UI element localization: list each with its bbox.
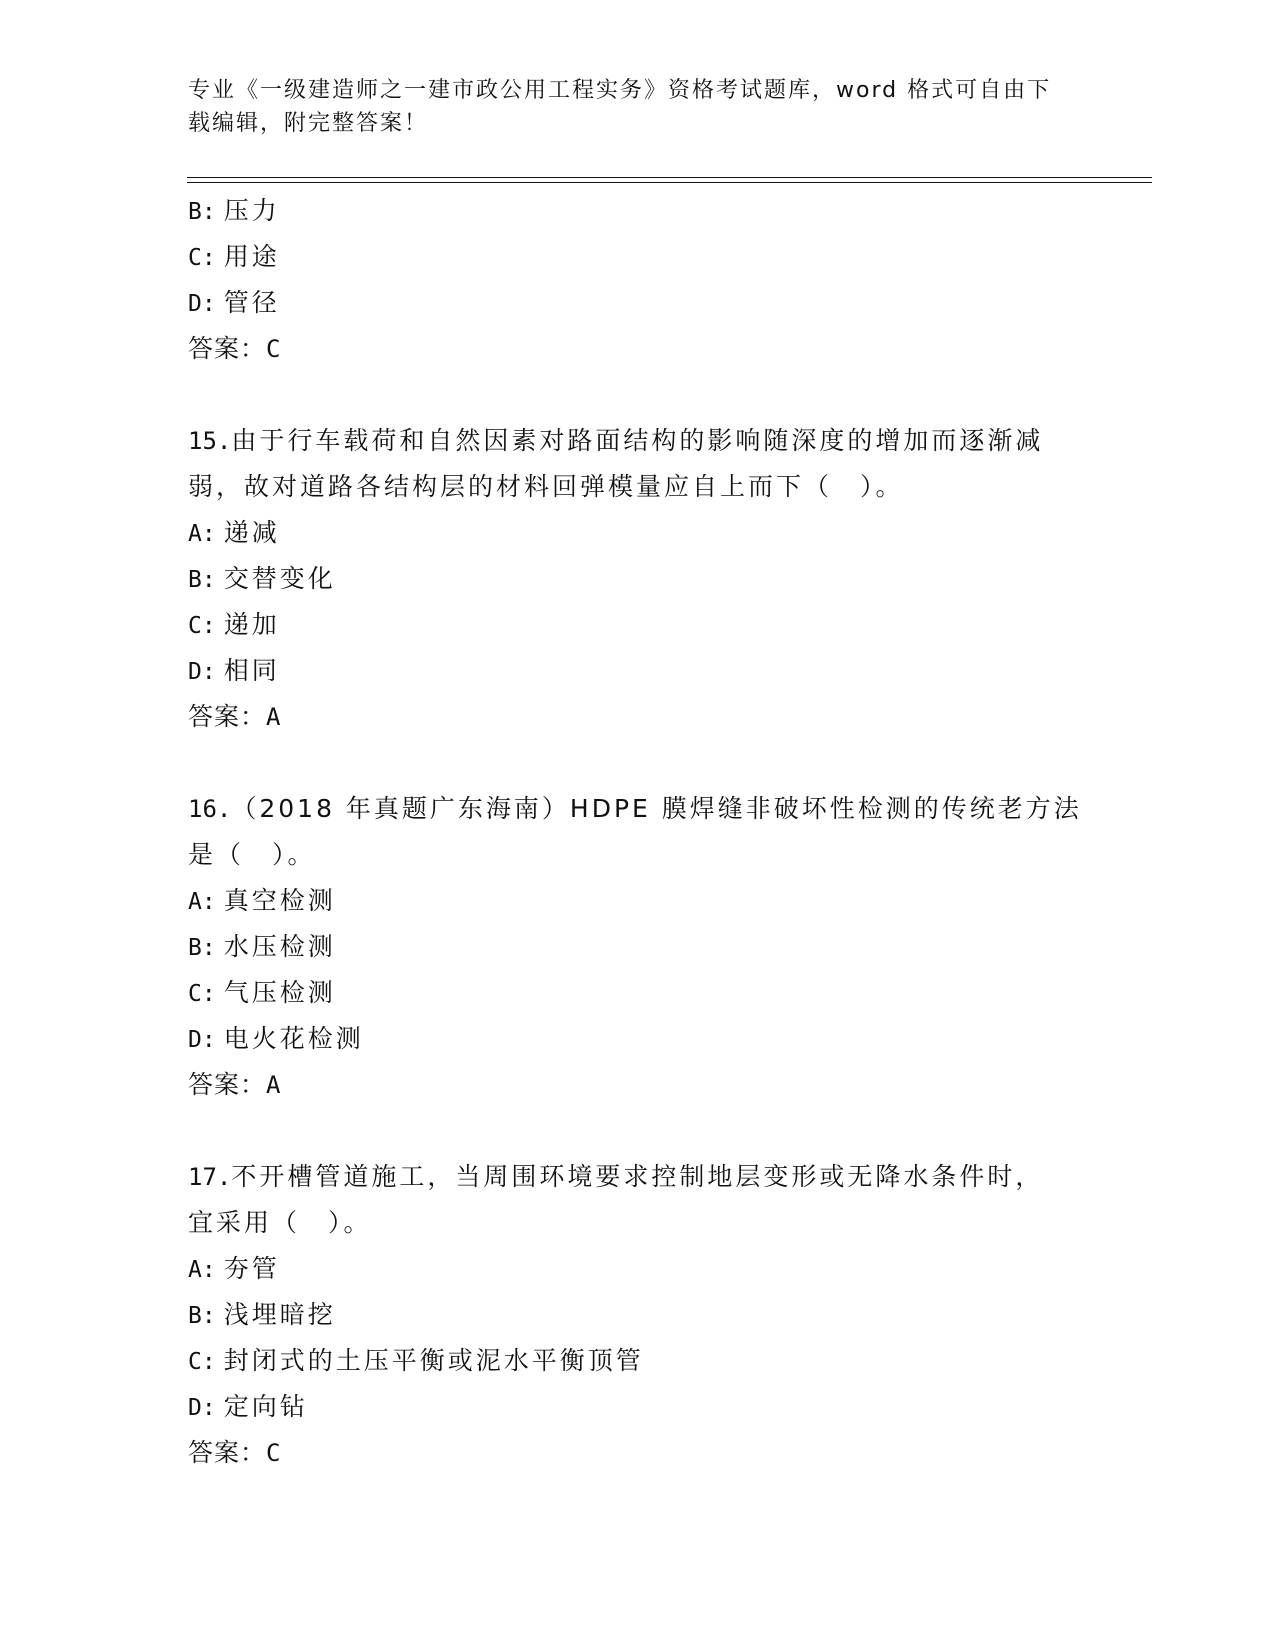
question-stem-line-1: 16.（2018 年真题广东海南）HDPE 膜焊缝非破坏性检测的传统老方法 — [188, 794, 1082, 823]
header-divider-top — [187, 177, 1152, 178]
answer-line: 答案：A — [188, 1070, 282, 1099]
question-15 — [188, 418, 1088, 740]
answer-line: 答案：C — [188, 334, 282, 363]
option-d: D: 电火花检测 — [188, 1024, 364, 1053]
option-b: B: 浅埋暗挖 — [188, 1300, 336, 1329]
question-16 — [188, 786, 1088, 1108]
option-d: D: 管径 — [188, 288, 280, 317]
option-d: D: 定向钻 — [188, 1392, 308, 1421]
question-stem-line-2: 是（ ）。 — [188, 840, 316, 869]
answer-value: A — [266, 703, 282, 731]
option-c: C: 用途 — [188, 242, 280, 271]
question-14-tail — [188, 188, 1088, 372]
answer-line: 答案：A — [188, 702, 282, 731]
question-number: 15. — [188, 427, 232, 455]
answer-value: C — [266, 1439, 282, 1467]
question-17 — [188, 1154, 1088, 1476]
option-a: A: 真空检测 — [188, 886, 336, 915]
answer-line: 答案：C — [188, 1438, 282, 1467]
option-d: D: 相同 — [188, 656, 280, 685]
option-c: C: 气压检测 — [188, 978, 336, 1007]
question-list — [188, 188, 1088, 1476]
question-stem-line-2: 宜采用（ ）。 — [188, 1208, 372, 1237]
option-b: B: 水压检测 — [188, 932, 336, 961]
question-number: 17. — [188, 1163, 232, 1191]
question-stem-line-1: 17.不开槽管道施工，当周围环境要求控制地层变形或无降水条件时， — [188, 1162, 1044, 1191]
question-stem-line-1: 15.由于行车载荷和自然因素对路面结构的影响随深度的增加而逐渐减 — [188, 426, 1044, 455]
option-a: A: 递减 — [188, 518, 280, 547]
answer-value: A — [266, 1071, 282, 1099]
option-b: B: 压力 — [188, 196, 280, 225]
option-c: C: 封闭式的土压平衡或泥水平衡顶管 — [188, 1346, 644, 1375]
header-divider-bottom — [187, 182, 1152, 183]
document-header — [188, 74, 1088, 140]
question-stem-line-2: 弱，故对道路各结构层的材料回弹模量应自上而下（ ）。 — [188, 472, 904, 501]
option-c: C: 递加 — [188, 610, 280, 639]
answer-value: C — [266, 335, 282, 363]
header-line-2: 载编辑，附完整答案！ — [188, 111, 429, 136]
question-number: 16. — [188, 795, 232, 823]
option-b: B: 交替变化 — [188, 564, 336, 593]
option-a: A: 夯管 — [188, 1254, 280, 1283]
header-line-1: 专业《一级建造师之一建市政公用工程实务》资格考试题库，word 格式可自由下 — [188, 78, 1052, 103]
